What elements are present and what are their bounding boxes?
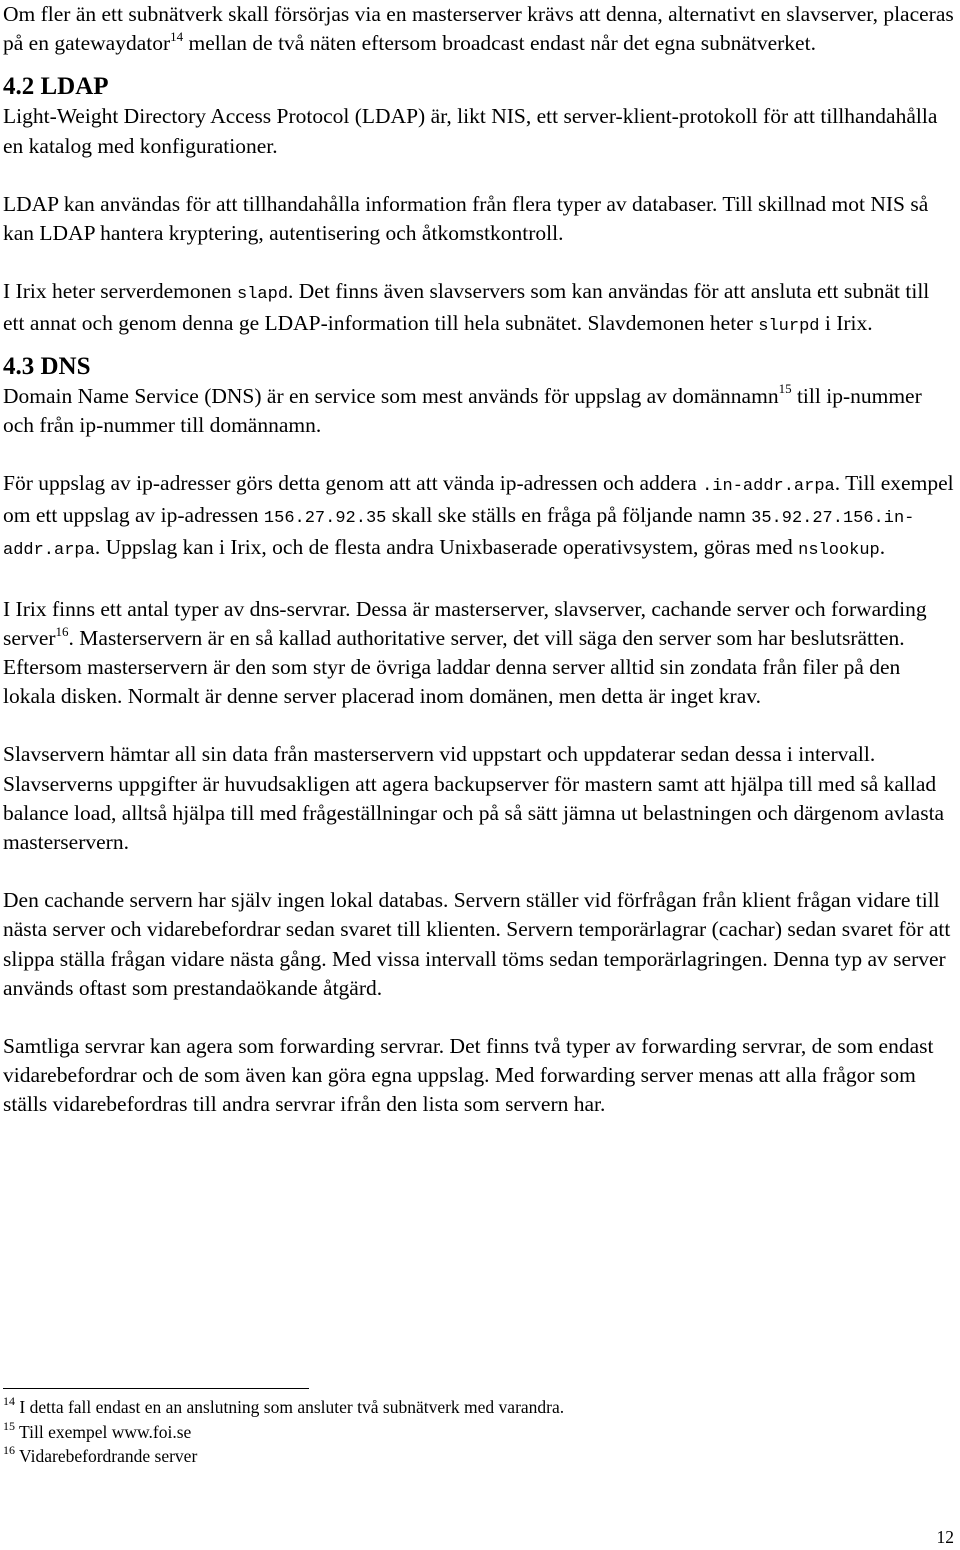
footnote-number: 15 (3, 1418, 15, 1433)
footnote-text: I detta fall endast en an anslutning som ansluter två subnätverk med varandra. (15, 1397, 565, 1417)
dns-paragraph-3 (3, 595, 955, 712)
document-page (3, 0, 955, 1120)
intro-paragraph (3, 0, 955, 58)
footnote-15 (3, 1420, 953, 1445)
footnote-ref-15[interactable]: 15 (778, 381, 792, 397)
footnote-14 (3, 1395, 953, 1420)
dns-paragraph-5: Den cachande servern har själv ingen lokal databas. Servern ställer vid förfrågan från klient frågan vidare till nästa server och vidarebefordrar sedan svaret till klienten. Servern temporärlagrar (cachar) sedan svaret för att slippa ställa frågan vidare nästa gång. Med vissa intervall töms sedan temporärlagringen. Denna typ av server används oftast som prestandaökande åtgärd. (3, 888, 951, 1000)
text: För uppslag av ip-adresser görs detta genom att att vända ip-adressen och addera (3, 471, 703, 496)
text: . Till exempel om ett uppslag av ip-adressen (3, 471, 954, 528)
dns-paragraph-1 (3, 382, 955, 440)
footnote-number: 14 (3, 1394, 15, 1409)
text: . Det finns även slavservers som kan användas för att ansluta ett subnät till ett annat och genom denna ge LDAP-information till hela subnätet. Slavdemonen heter (3, 279, 930, 336)
text: . Masterservern är en så kallad authoritative server, det vill säga den server som har beslutsrätten. Eftersom masterservern är den som styr de övriga laddar denna server alltid sin zondata från filer på den lokala disken. Normalt är denne server placerad inom domänen, men detta är inget krav. (3, 625, 905, 709)
text: I Irix heter serverdemonen (3, 279, 238, 304)
footnote-divider (3, 1388, 309, 1389)
code-slapd: slapd (237, 285, 289, 305)
text: . Uppslag kan i Irix, och de flesta andra Unixbaserade operativsystem, göras med (94, 535, 799, 560)
text: I Irix finns ett antal typer av dns-servrar. Dessa är masterserver, slavserver, cachande server och forwarding server (3, 596, 927, 650)
page-number: 12 (936, 1527, 954, 1547)
text: skall ske ställs en fråga på följande namn (386, 503, 752, 528)
code-reverse-name: 35.92.27.156.in-addr.arpa (3, 509, 915, 561)
code-ip-address: 156.27.92.35 (263, 509, 387, 529)
ldap-paragraph-1: Light-Weight Directory Access Protocol (LDAP) är, likt NIS, ett server-klient-protokoll för att tillhandahålla en katalog med konfigurationer. (3, 104, 938, 158)
footnotes (3, 1388, 953, 1469)
section-heading-dns: 4.3 DNS (3, 352, 91, 380)
ldap-paragraph-2: LDAP kan användas för att tillhandahålla information från flera typer av databaser. Till skillnad mot NIS så kan LDAP hantera kryptering, autentisering och åtkomstkontroll. (3, 191, 929, 246)
footnote-text: Till exempel www.foi.se (15, 1421, 192, 1442)
footnote-ref-14[interactable]: 14 (170, 29, 184, 45)
intro-text: Om fler än ett subnätverk skall försörjas via en masterserver krävs att denna, alternativt en slavserver, placeras på en gatewaydator (3, 2, 954, 56)
dns-paragraph-2 (3, 469, 955, 566)
section-heading-ldap: 4.2 LDAP (3, 73, 109, 101)
footnote-16 (3, 1444, 953, 1469)
footnote-ref-16[interactable]: 16 (55, 623, 69, 639)
code-slurpd: slurpd (758, 317, 820, 337)
ldap-paragraph-3 (3, 277, 955, 341)
text: . (879, 535, 886, 560)
text: till ip-nummer och från ip-nummer till domännamn. (3, 383, 922, 437)
text: Domain Name Service (DNS) är en service som mest används för uppslag av domännamn (3, 383, 779, 408)
code-nslookup: nslookup (798, 541, 880, 561)
text: i Irix. (819, 311, 873, 336)
footnote-text: Vidarebefordrande server (15, 1446, 198, 1466)
code-in-addr-arpa: .in-addr.arpa (702, 477, 835, 497)
dns-paragraph-6: Samtliga servrar kan agera som forwarding servrar. Det finns två typer av forwarding servrar, de som endast vidarebefordrar och de som även kan göra egna uppslag. Med forwarding server menas att alla frågor som ställs vidarebefordras till andra servrar ifrån den lista som servern har. (3, 1034, 934, 1117)
dns-paragraph-4: Slavservern hämtar all sin data från masterservern vid uppstart och uppdaterar sedan dessa i intervall. Slavserverns uppgifter är huvudsakligen att agera backupserver för mastern samt att hjälpa till med så kallad balance load, alltså hjälpa till med frågeställningar och på så sätt jämna ut belastningen och därgenom avlasta masterservern. (3, 742, 945, 855)
intro-text-cont: mellan de två näten eftersom broadcast endast når det egna subnätverket. (183, 31, 816, 56)
footnote-number: 16 (3, 1443, 15, 1458)
